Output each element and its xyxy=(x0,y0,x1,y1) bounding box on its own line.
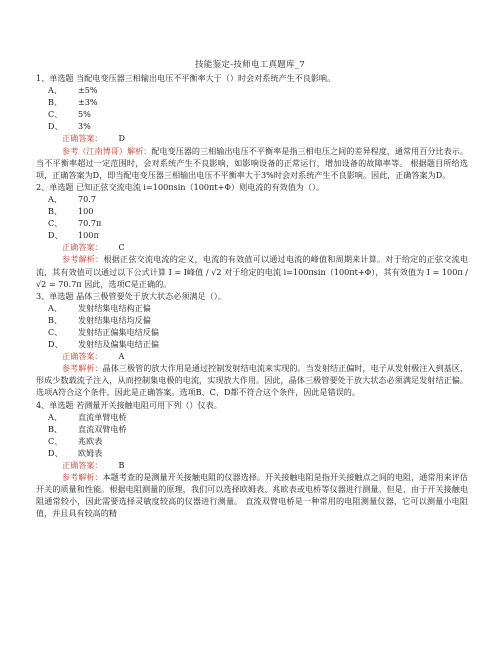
option: B、 直流双臂电桥 xyxy=(48,423,127,434)
explanation-text: 晶体三极管的放大作用是通过控制发射结电流来实现的。当发射结正偏时，电子从发射极注入到基区，形成少数载流子注入，从而控制集电极的电流，实现放大作用。因此，晶体三极管要处于放大状态必须满足发射结正偏。选项A符合这个条件，因此是正确答案。选项B、C、D都不符合这个条件，因此是错误的。 xyxy=(36,363,468,398)
question-stem: 4、单选题 若测量开关接触电阻可用下列（）仪表。 xyxy=(36,399,222,410)
explanation xyxy=(36,362,468,398)
question-stem: 3、单选题 晶体三极管要处于放大状态必须满足（）。 xyxy=(36,290,226,301)
option: B、 发射结集电结均反偏 xyxy=(48,314,151,325)
option: A、 ±5% xyxy=(48,85,98,96)
question-stem: 2、单选题 已知正弦交流电流 i=100πsin（100πt+Φ）则电流的有效值为（）。 xyxy=(36,181,325,192)
explanation-label: 参考解析： xyxy=(62,254,104,265)
explanation-label: 参考（江南博哥）解析： xyxy=(62,145,152,156)
explanation-text: 本题考查的是测量开关接触电阻的仪器选择。开关接触电阻是指开关接触点之间的电阻，通常用来评估开关的质量和性能。根据电阻测量的原理，我们可以选择欧姆表、兆欧表或电桥等仪器进行测量。但是，由于开关接触电阻通常较小，因此需要选择灵敏度较高的仪器进行测量。 直流双臂电桥是一种常用的电阻测量仪器，它可以测量小电阻值，并且具有较高的精 xyxy=(36,472,468,519)
answer-value: C xyxy=(118,242,125,253)
explanation-label: 参考解析： xyxy=(62,472,103,483)
explanation xyxy=(36,145,468,181)
option: A、 直流单臂电桥 xyxy=(48,411,127,422)
answer-value: B xyxy=(118,460,125,470)
option: B、 100 xyxy=(48,206,94,217)
answer-line xyxy=(36,350,468,362)
explanation xyxy=(36,253,468,289)
answer-label: 正确答案： xyxy=(62,460,103,470)
answer-label: 正确答案： xyxy=(62,351,103,362)
answer-label: 正确答案： xyxy=(62,242,103,253)
answer-line xyxy=(36,132,468,144)
option: C、 发射结正偏集电结反偏 xyxy=(48,326,159,337)
answer-label: 正确答案： xyxy=(62,133,103,144)
explanation-label: 参考解析： xyxy=(62,363,103,374)
explanation xyxy=(36,471,468,519)
option: C、 70.7π xyxy=(48,218,102,229)
question-list xyxy=(36,72,468,519)
answer-value: D xyxy=(118,133,125,144)
answer-value: A xyxy=(118,351,125,362)
option: A、 70.7 xyxy=(48,193,97,204)
option: A、 发射结集电结构正偏 xyxy=(48,302,151,313)
page-title: 技能鉴定-技师电工真题库_7 xyxy=(195,60,305,70)
answer-line xyxy=(36,459,468,471)
option: D、 欧姆表 xyxy=(48,447,103,458)
option: B、 ±3% xyxy=(48,97,98,108)
explanation-text: 根据正弦交流电流的定义，电流的有效值可以通过电流的峰值和周期来计算。对于给定的正弦交流电流，其有效值可以通过以下公式计算 I = I峰值 / √2 对于给定的电流 i=100πsin（100πt+Φ），其有效值为 I = 100π / √2 = 70.7π 因此，选项C是正确的。 xyxy=(36,254,468,289)
answer-line xyxy=(36,241,468,253)
option: D、 3% xyxy=(48,121,91,132)
option: D、 发射结及偏集电结正偏 xyxy=(48,339,159,350)
explanation-text: 配电变压器的三相输出电压不平衡率是指三相电压之间的差异程度，通常用百分比表示。当不平衡率超过一定范围时，会对系统产生不良影响，如影响设备的正常运行，增加设备的故障率等。 根据题目所给选项，正确答案为D，即当配电变压器三相输出电压不平衡率大于3%时会对系统产生不良影响。因此，正确答案为D。 xyxy=(36,145,468,180)
option: D、 100π xyxy=(48,230,99,241)
question-stem: 1、单选题 当配电变压器三相输出电压不平衡率大于（）时会对系统产生不良影响。 xyxy=(36,73,336,83)
option: C、 兆欧表 xyxy=(48,435,103,446)
option: C、 5% xyxy=(48,109,91,120)
